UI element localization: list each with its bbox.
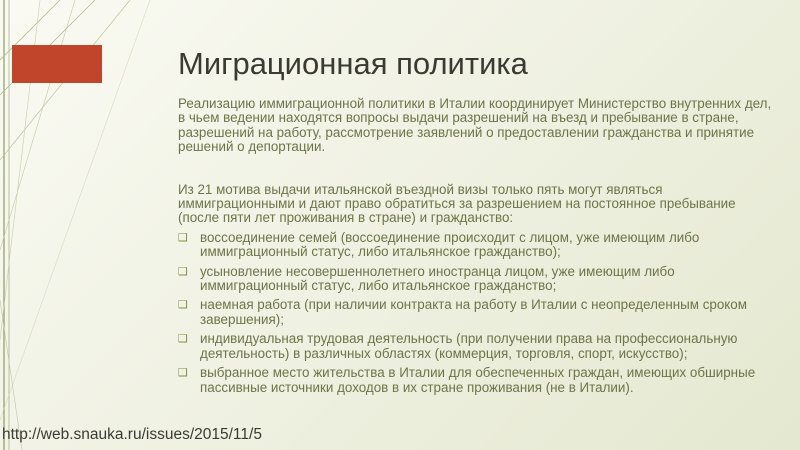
paragraph-visa-motives: Из 21 мотива выдачи итальянской въездной визы только пять могут являться иммиграционными и дают право обратиться за разрешением на постоянное пребывание (после пяти лет проживания в стране) и гражданство:	[178, 181, 736, 226]
deco-line	[0, 0, 75, 250]
paragraph-ministry: Реализацию иммиграционной политики в Италии координирует Министерство внутренних дел, в чьем ведении находятся вопросы выдачи разрешений на въезд и пребывание в стране, разрешений на работу, рассмотрение заявлений о предоставлении гражданства и принятие решений о депортации.	[178, 96, 772, 155]
list-item	[178, 298, 778, 327]
list-item-text: усыновление несовершеннолетнего иностранца лицом, уже имеющим либо иммиграционный статус, либо итальянское гражданство;	[200, 263, 675, 294]
list-item	[178, 332, 778, 361]
list-item-text: выбранное место жительства в Италии для обеспеченных граждан, имеющих обширные пассивные источники доходов в их стране проживания (не в Италии).	[200, 365, 756, 395]
list-item	[178, 231, 778, 260]
list-item	[178, 265, 778, 294]
bullet-list	[178, 231, 778, 395]
list-item-text: воссоединение семей (воссоединение происходит с лицом, уже имеющим либо иммиграционный статус, либо итальянское гражданство);	[200, 229, 700, 260]
square-bullet-icon: ❑	[178, 367, 188, 380]
slide-body	[178, 97, 778, 395]
square-bullet-icon: ❑	[178, 333, 188, 346]
accent-bar	[12, 45, 102, 83]
source-url-link[interactable]: http://web.snauka.ru/issues/2015/11/5	[2, 426, 262, 443]
list-item-text: наемная работа (при наличии контракта на работу в Италии с неопределенным сроком завершения);	[200, 297, 747, 327]
list-item	[178, 366, 778, 395]
list-item-text: индивидуальная трудовая деятельность (при получении права на профессиональную деятельность) в различных областях (коммерция, торговля, спорт, искусство);	[200, 331, 738, 361]
square-bullet-icon: ❑	[178, 231, 188, 244]
square-bullet-icon: ❑	[178, 299, 188, 312]
slide-title: Миграционная политика	[178, 46, 528, 81]
square-bullet-icon: ❑	[178, 265, 188, 278]
